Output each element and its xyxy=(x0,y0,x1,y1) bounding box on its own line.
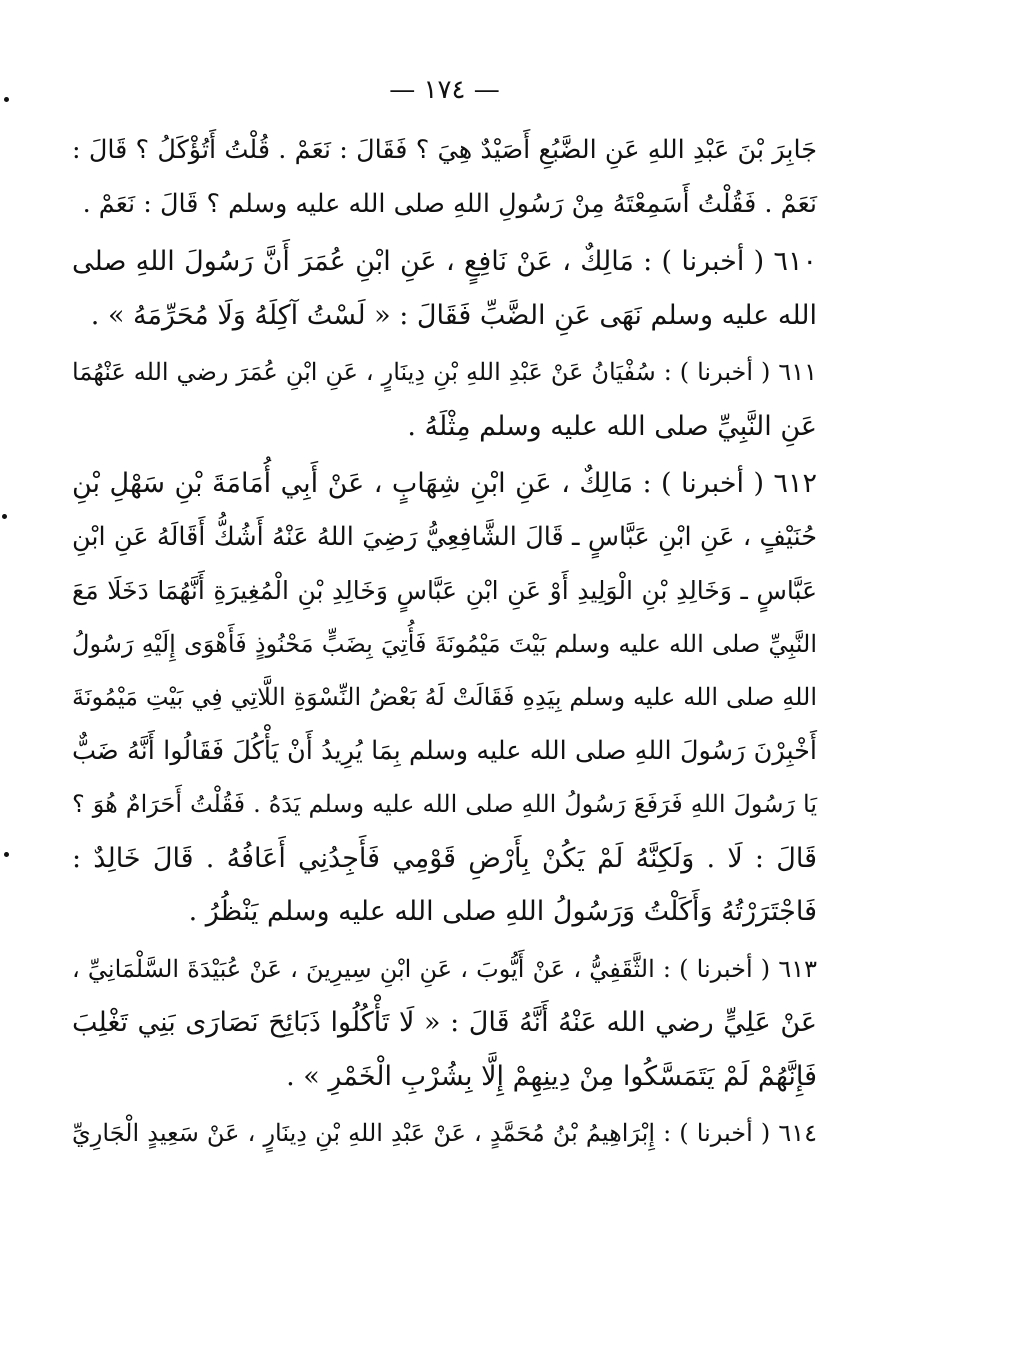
hadith-610-line-1: ٦١٠ ( أخبرنا ) : مَالِكٌ ، عَنْ نَافِعٍ ، عَنِ ابْنِ عُمَرَ أَنَّ رَسُولَ اللهِ صلى xyxy=(72,246,817,277)
hadith-613-line-2: عَنْ عَلِيٍّ رضي الله عَنْهُ أَنَّهُ قَالَ : « لَا تَأْكُلُوا ذَبَائِحَ نَصَارَى بَنِي تَغْلِبَ xyxy=(72,1007,817,1038)
margin-dot-lower xyxy=(4,852,9,857)
hadith-613-line-1: ٦١٣ ( أخبرنا ) : الثَّقَفِيُّ ، عَنْ أَيُّوبَ ، عَنِ ابْنِ سِيرِينَ ، عَنْ عُبَيْدَةَ السَّلْمَانِيِّ ، xyxy=(72,954,817,983)
hadith-612-line-4: النَّبِيِّ صلى الله عليه وسلم بَيْتَ مَيْمُونَةَ فَأُتِيَ بِضَبٍّ مَحْنُوذٍ فَأَهْوَى إِلَيْهِ رَسُولُ xyxy=(72,629,817,658)
hadith-612-line-8: قَالَ : لَا . وَلَكِنَّهُ لَمْ يَكُنْ بِأَرْضِ قَوْمِي فَأَجِدُنِي أَعَافُهُ . قَالَ خَالِدٌ : xyxy=(72,842,817,874)
hadith-610-line-2: الله عليه وسلم نَهَى عَنِ الضَّبِّ فَقَالَ : « لَسْتُ آكِلَهُ وَلَا مُحَرِّمَهُ » . xyxy=(90,299,817,331)
margin-dot-middle xyxy=(2,514,7,519)
margin-dot-top xyxy=(4,97,9,102)
hadith-612-line-9: فَاجْتَرَرْتُهُ وَأَكَلْتُ وَرَسُولُ اللهِ صلى الله عليه وسلم يَنْظُرُ . xyxy=(188,896,817,927)
book-page xyxy=(72,70,817,1161)
hadith-611-line-1: ٦١١ ( أخبرنا ) : سُفْيَانُ عَنْ عَبْدِ اللهِ بْنِ دِينَارٍ ، عَنِ ابْنِ عُمَرَ رضي الله عَنْهُمَا xyxy=(72,358,817,386)
hadith-612-line-3: عَبَّاسٍ ـ وَخَالِدِ بْنِ الْوَلِيدِ أَوْ عَنِ ابْنِ عَبَّاسٍ وَخَالِدِ بْنِ الْمُغِيرَةِ أَنَّهُمَا دَخَلَا مَعَ xyxy=(72,576,817,605)
hadith-614-line-1: ٦١٤ ( أخبرنا ) : إِبْرَاهِيمُ بْنُ مُحَمَّدٍ ، عَنْ عَبْدِ اللهِ بْنِ دِينَارٍ ، عَنْ سَعِيدٍ الْجَارِيِّ xyxy=(72,1119,818,1147)
hadith-611-line-2: عَنِ النَّبِيِّ صلى الله عليه وسلم مِثْلَهُ . xyxy=(407,410,817,442)
hadith-612-line-7: يَا رَسُولَ اللهِ فَرَفَعَ رَسُولُ اللهِ صلى الله عليه وسلم يَدَهُ . فَقُلْتُ أَحَرَامٌ هُوَ ؟ xyxy=(72,790,817,818)
text-line-2: نَعَمْ . فَقُلْتُ أَسَمِعْتَهُ مِنْ رَسُولِ اللهِ صلى الله عليه وسلم ؟ قَالَ : نَعَمْ . xyxy=(82,188,817,219)
hadith-612-line-1: ٦١٢ ( أخبرنا ) : مَالِكٌ ، عَنِ ابْنِ شِهَابٍ ، عَنْ أَبِي أُمَامَةَ بْنِ سَهْلِ بْنِ xyxy=(72,468,817,499)
hadith-613-line-3: فَإِنَّهُمْ لَمْ يَتَمَسَّكُوا مِنْ دِينِهِمْ إِلَّا بِشُرْبِ الْخَمْرِ » . xyxy=(286,1060,817,1092)
page-number: — ١٧٤ — xyxy=(389,75,500,105)
text-line-1: جَابِرَ بْنَ عَبْدِ اللهِ عَنِ الضَّبُعِ أَصَيْدٌ هِيَ ؟ فَقَالَ : نَعَمْ . قُلْتُ أَتُؤْكَلُ ؟ قَالَ : xyxy=(72,135,817,165)
hadith-612-line-5: اللهِ صلى الله عليه وسلم بِيَدِهِ فَقَالَتْ لَهُ بَعْضُ النِّسْوَةِ اللَّاتِي فِي بَيْتِ مَيْمُونَةَ xyxy=(72,683,817,711)
hadith-612-line-2: حُنَيْفٍ ، عَنِ ابْنِ عَبَّاسٍ ـ قَالَ الشَّافِعِيُّ رَضِيَ اللهُ عَنْهُ أَشُكُّ أَقَالَهُ عَنِ ابْنِ xyxy=(72,521,817,552)
hadith-612-line-6: أَخْبِرْنَ رَسُولَ اللهِ صلى الله عليه وسلم بِمَا يُرِيدُ أَنْ يَأْكُلَ فَقَالُوا أَنَّهُ ضَبٌّ xyxy=(72,735,817,766)
